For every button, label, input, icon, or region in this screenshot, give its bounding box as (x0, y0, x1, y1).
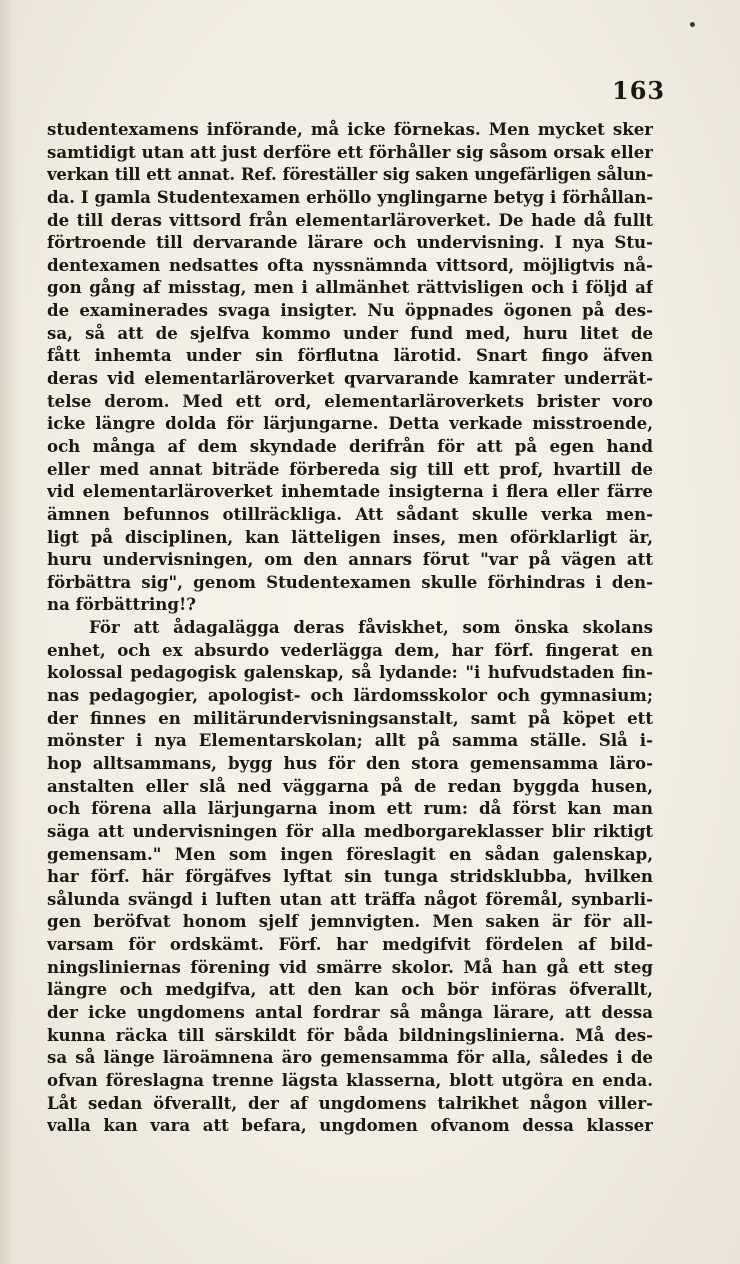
text-line: verkan till ett annat. Ref. föreställer sig saken ungefärligen sålun- (47, 164, 653, 185)
text-line: och förena alla lärjungarna inom ett rum: då först kan man (47, 798, 653, 819)
text-line: de examinerades svaga insigter. Nu öppnades ögonen på des- (47, 300, 653, 321)
text-line: da. I gamla Studentexamen erhöllo ynglingarne betyg i förhållan- (47, 186, 653, 207)
text-line: dentexamen nedsattes ofta nyssnämnda vittsord, möjligtvis nå- (47, 254, 653, 275)
text-line: säga att undervisningen för alla medborgareklasser blir riktigt (47, 820, 653, 841)
ink-speck (689, 21, 696, 28)
text-line: eller med annat biträde förbereda sig till ett prof, hvartill de (47, 458, 653, 479)
text-line: Låt sedan öfverallt, der af ungdomens talrikhet någon viller- (47, 1092, 653, 1113)
text-line: och många af dem skyndade derifrån för att på egen hand (47, 435, 653, 456)
page-number: 163 (612, 76, 666, 105)
paragraph-start-line: För att ådagalägga deras fåviskhet, som önska skolans (89, 617, 653, 638)
text-line: gon gång af misstag, men i allmänhet rättvisligen och i följd af (47, 277, 653, 298)
text-line: sa, så att de sjelfva kommo under fund med, huru litet de (47, 322, 653, 343)
text-line: gen beröfvat honom sjelf jemnvigten. Men saken är för all- (47, 911, 653, 932)
text-line: sa så länge läroämnena äro gemensamma för alla, således i de (47, 1047, 653, 1068)
text-line: kolossal pedagogisk galenskap, så lydande: "i hufvudstaden fin- (47, 662, 653, 683)
text-line: kunna räcka till särskildt för båda bildningslinierna. Må des- (47, 1024, 653, 1045)
text-line: har förf. här förgäfves lyftat sin tunga stridsklubba, hvilken (47, 866, 653, 887)
text-line: der finnes en militärundervisningsanstalt, samt på köpet ett (47, 707, 653, 728)
text-line: telse derom. Med ett ord, elementarläroverkets brister voro (47, 390, 653, 411)
text-line: förtroende till dervarande lärare och undervisning. I nya Stu- (47, 232, 653, 253)
text-line: ligt på disciplinen, kan lätteligen inses, men oförklarligt är, (47, 526, 653, 547)
text-line: fått inhemta under sin förflutna lärotid. Snart fingo äfven (47, 345, 653, 366)
text-line: ofvan föreslagna trenne lägsta klasserna, blott utgöra en enda. (47, 1069, 653, 1090)
text-line: enhet, och ex absurdo vederlägga dem, har förf. fingerat en (47, 639, 653, 660)
text-line: gemensam." Men som ingen föreslagit en sådan galenskap, (47, 843, 653, 864)
text-line: mönster i nya Elementarskolan; allt på samma ställe. Slå i- (47, 730, 653, 751)
text-line: längre och medgifva, att den kan och bör införas öfverallt, (47, 979, 653, 1000)
text-line: deras vid elementarläroverket qvarvarande kamrater underrät- (47, 368, 653, 389)
text-line: icke längre dolda för lärjungarne. Detta verkade misstroende, (47, 413, 653, 434)
text-line: samtidigt utan att just derföre ett förhåller sig såsom orsak eller (47, 141, 653, 162)
paragraph-end-line: na förbättring!? (47, 594, 196, 615)
text-line: hop alltsammans, bygg hus för den stora gemensamma läro- (47, 752, 653, 773)
text-line: förbättra sig", genom Studentexamen skulle förhindras i den- (47, 571, 653, 592)
text-line: der icke ungdomens antal fordrar så många lärare, att dessa (47, 1001, 653, 1022)
text-line: sålunda svängd i luften utan att träffa något föremål, synbarli- (47, 888, 653, 909)
text-line: nas pedagogier, apologist- och lärdomsskolor och gymnasium; (47, 685, 653, 706)
body-text (47, 118, 653, 1137)
text-line: varsam för ordskämt. Förf. har medgifvit fördelen af bild- (47, 934, 653, 955)
page-edge-shadow (0, 0, 22, 1264)
text-line: ämnen befunnos otillräckliga. Att sådant skulle verka men- (47, 503, 653, 524)
text-line: studentexamens införande, må icke förnekas. Men mycket sker (47, 119, 653, 139)
text-line: anstalten eller slå ned väggarna på de redan byggda husen, (47, 775, 653, 796)
text-line: valla kan vara att befara, ungdomen ofvanom dessa klasser (47, 1115, 653, 1136)
text-line: de till deras vittsord från elementarläroverket. De hade då fullt (47, 209, 653, 230)
text-line: vid elementarläroverket inhemtade insigterna i flera eller färre (47, 481, 653, 502)
text-line: huru undervisningen, om den annars förut "var på vägen att (47, 549, 653, 570)
text-line: ningsliniernas förening vid smärre skolor. Må han gå ett steg (47, 956, 653, 977)
